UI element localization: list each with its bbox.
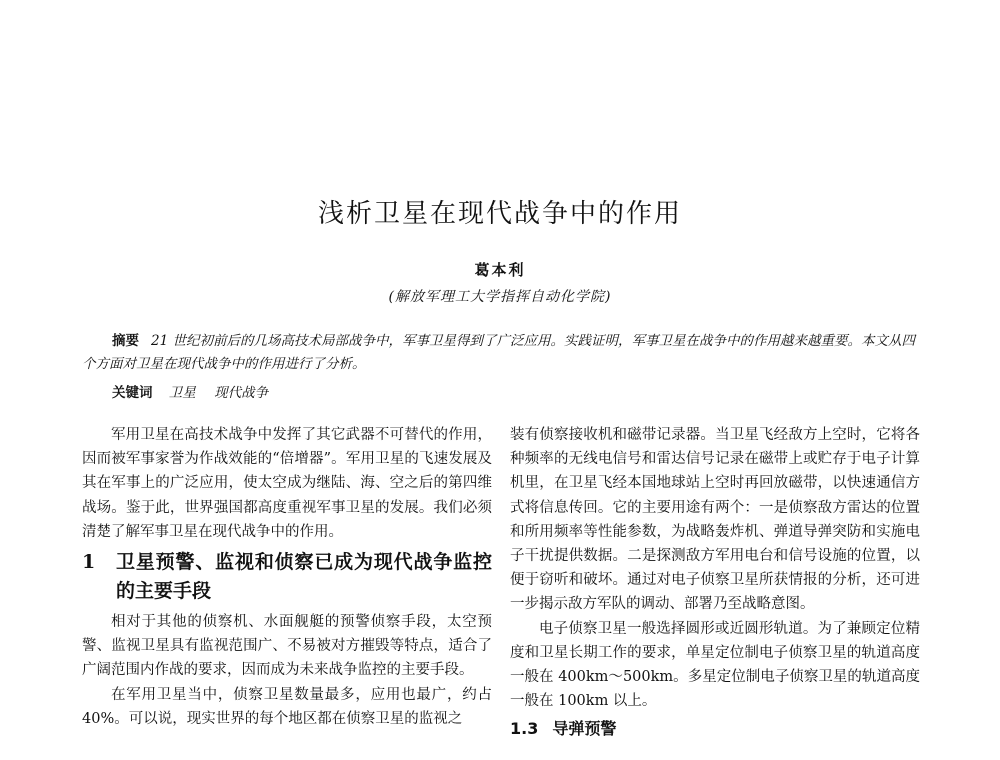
section-title: 导弹预警 — [552, 719, 617, 739]
body-paragraph: 电子侦察卫星一般选择圆形或近圆形轨道。为了兼顾定位精度和卫星长期工作的要求，单星定位制电子侦察卫星的轨道高度一般在 400km～500km。多星定位制电子侦察卫星的轨道高度一般在 100km 以上。 — [510, 620, 920, 710]
abstract-text: 21 世纪初前后的几场高技术局部战争中，军事卫星得到了广泛应用。实践证明，军事卫星在战争中的作用越来越重要。本文从四个方面对卫星在现代战争中的作用进行了分析。 — [82, 333, 915, 372]
section-heading-1-3 — [510, 717, 920, 741]
keyword-item: 卫星 — [168, 385, 196, 401]
keywords — [112, 381, 912, 401]
body-paragraph: 装有侦察接收机和磁带记录器。当卫星飞经敌方上空时，它将各种频率的无线电信号和雷达信号记录在磁带上或贮存于电子计算机里，在卫星飞经本国地球站上空时再回放磁带，以快速通信方式将信息传回。它的主要用途有两个：一是侦察敌方雷达的位置和所用频率等性能参数，为战略轰炸机、弹道导弹突防和实施电子干扰提供数据。二是探测敌方军用电台和信号设施的位置，以便于窃听和破坏。通过对电子侦察卫星所获情报的分析，还可进一步揭示敌方军队的调动、部署乃至战略意图。 — [510, 427, 920, 613]
keyword-item: 现代战争 — [214, 385, 269, 401]
body-paragraph: 在军用卫星当中，侦察卫星数量最多，应用也最广，约占 40%。可以说，现实世界的每个地区都在侦察卫星的监视之 — [82, 686, 492, 727]
body-paragraph: 相对于其他的侦察机、水面舰艇的预警侦察手段，太空预警、监视卫星具有监视范围广、不易被对方摧毁等特点，适合了广阔范围内作战的要求，因而成为未来战争监控的主要手段。 — [82, 614, 492, 679]
section-number: 1.3 — [510, 719, 539, 739]
section-title: 卫星预警、监视和侦察已成为现代战争监控的主要手段 — [116, 551, 492, 603]
left-column — [82, 423, 492, 731]
section-number: 1 — [82, 551, 96, 574]
author-name: 葛本利 — [474, 261, 526, 279]
right-column — [510, 423, 920, 742]
section-heading-1 — [82, 548, 492, 606]
paper-title: 浅析卫星在现代战争中的作用 — [317, 199, 682, 229]
abstract-label: 摘要 — [112, 333, 139, 349]
keywords-label: 关键词 — [112, 385, 153, 401]
author-affiliation: (解放军理工大学指挥自动化学院) — [388, 289, 612, 305]
abstract — [82, 330, 918, 376]
body-paragraph: 军用卫星在高技术战争中发挥了其它武器不可替代的作用，因而被军事家誉为作战效能的“倍增器”。军用卫星的飞速发展及其在军事上的广泛应用，使太空成为继陆、海、空之后的第四维战场。鉴于此，世界强国都高度重视军事卫星的发展。我们必须清楚了解军事卫星在现代战争中的作用。 — [82, 427, 492, 540]
